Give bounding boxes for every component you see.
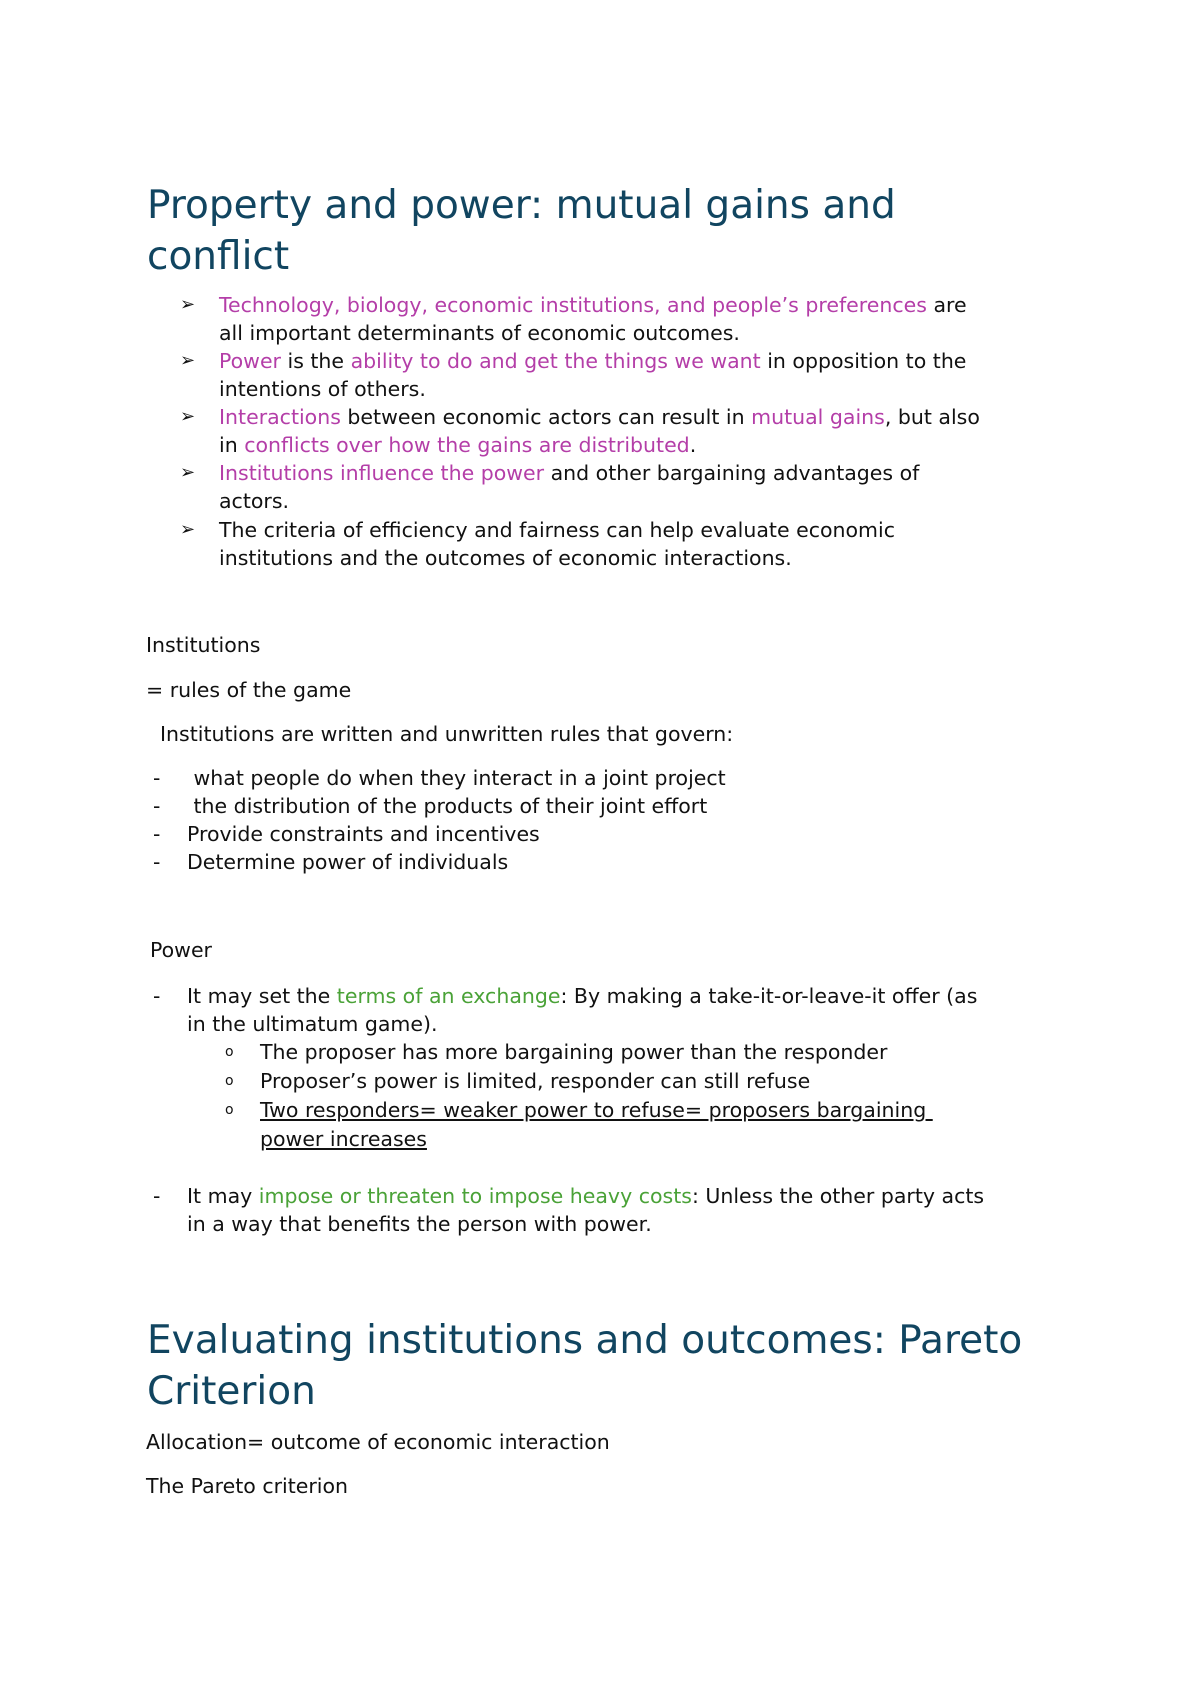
arrow-bullet-icon: ➢ (180, 462, 196, 483)
arrow-bullet-icon: ➢ (180, 294, 196, 315)
dash-bullet: - (153, 822, 161, 846)
bullet-2-line-1: Power is the ability to do and get the things we want in opposition to the (219, 349, 967, 373)
title-line-2: Criterion (147, 1369, 316, 1414)
title-line-1: Evaluating institutions and outcomes: Pareto (147, 1318, 1023, 1363)
power-item-1-line-1: It may set the terms of an exchange: By making a take-it-or-leave-it offer (as (187, 984, 978, 1008)
circle-bullet-icon: o (225, 1044, 234, 1060)
dash-bullet: - (153, 794, 161, 818)
bullet-5-line-1: The criteria of efficiency and fairness can help evaluate economic (219, 518, 895, 542)
power-item-2-line-2: in a way that benefits the person with power. (187, 1212, 652, 1236)
bullet-1-line-1: Technology, biology, economic institutions, and people’s preferences are (219, 293, 967, 317)
institutions-item-2: the distribution of the products of their joint effort (187, 794, 708, 818)
institutions-heading: Institutions (146, 633, 261, 657)
allocation-definition: Allocation= outcome of economic interaction (146, 1430, 610, 1454)
dash-bullet: - (153, 850, 161, 874)
arrow-bullet-icon: ➢ (180, 406, 196, 427)
dash-bullet: - (153, 766, 161, 790)
institutions-item-3: Provide constraints and incentives (187, 822, 540, 846)
bullet-3-line-1: Interactions between economic actors can result in mutual gains, but also (219, 405, 980, 429)
arrow-bullet-icon: ➢ (180, 350, 196, 371)
institutions-intro: Institutions are written and unwritten rules that govern: (160, 722, 734, 746)
bullet-5-line-2: institutions and the outcomes of economic interactions. (219, 546, 792, 570)
institutions-item-1: what people do when they interact in a joint project (187, 766, 726, 790)
bullet-4-line-2: actors. (219, 489, 290, 513)
title-line-2: conflict (147, 234, 290, 279)
arrow-bullet-icon: ➢ (180, 519, 196, 540)
title-line-1: Property and power: mutual gains and (147, 183, 896, 228)
bullet-3-line-2: in conflicts over how the gains are distributed. (219, 433, 697, 457)
power-item-2-line-1: It may impose or threaten to impose heavy costs: Unless the other party acts (187, 1184, 985, 1208)
section-title-pareto (147, 1315, 1107, 1417)
dash-bullet: - (153, 984, 161, 1008)
section-title-property-power (147, 180, 1107, 282)
power-heading: Power (150, 938, 212, 962)
bullet-2-line-2: intentions of others. (219, 377, 426, 401)
circle-bullet-icon: o (225, 1102, 234, 1118)
institutions-item-4: Determine power of individuals (187, 850, 509, 874)
bullet-4-line-1: Institutions influence the power and other bargaining advantages of (219, 461, 920, 485)
power-subitem-2: Proposer’s power is limited, responder can still refuse (260, 1069, 811, 1093)
pareto-criterion-heading: The Pareto criterion (146, 1474, 349, 1498)
power-subitem-3-continued: power increases (260, 1127, 427, 1151)
power-subitem-3: Two responders= weaker power to refuse= proposers bargaining (260, 1098, 933, 1122)
bullet-1-line-2: all important determinants of economic outcomes. (219, 321, 740, 345)
circle-bullet-icon: o (225, 1073, 234, 1089)
power-item-1-line-2: in the ultimatum game). (187, 1012, 438, 1036)
power-subitem-1: The proposer has more bargaining power than the responder (260, 1040, 888, 1064)
institutions-definition: = rules of the game (146, 678, 352, 702)
dash-bullet: - (153, 1184, 161, 1208)
